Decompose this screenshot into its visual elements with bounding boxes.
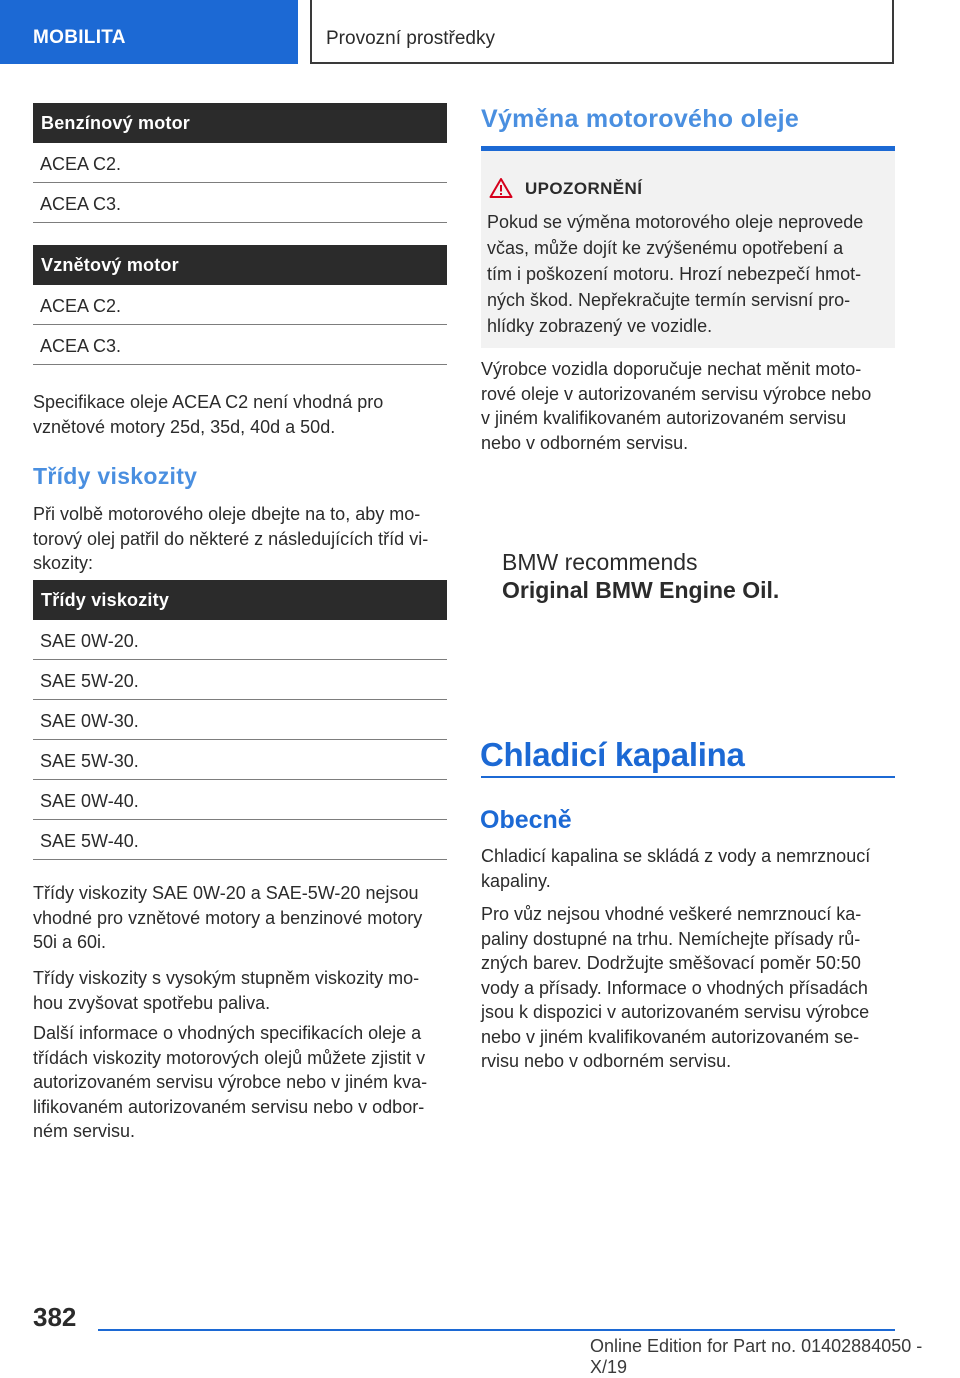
text-line: jsou k dispozici v autorizovaném servisu výrobce bbox=[481, 1002, 870, 1022]
bmw-recommends-text: BMW recommends bbox=[502, 549, 698, 575]
table-row: SAE 0W-40. bbox=[33, 780, 447, 820]
oil-change-heading: Výměna motorového oleje bbox=[481, 105, 800, 133]
bmw-engine-oil-text: Original BMW Engine Oil. bbox=[502, 577, 780, 603]
text-line: autorizovaném servisu výrobce nebo v jiném kva- bbox=[33, 1072, 428, 1092]
text-line: skozity: bbox=[33, 553, 94, 573]
chapter-title: Provozní prostředky bbox=[326, 28, 495, 49]
section-tab bbox=[0, 0, 298, 64]
text-line: ných škod. Nepřekračujte termín servisní pro- bbox=[487, 290, 851, 310]
heading-rule bbox=[481, 776, 895, 778]
table-row: ACEA C3. bbox=[33, 183, 447, 223]
table-header: Třídy viskozity bbox=[33, 580, 447, 620]
text-line: lifikovaném autorizovaném servisu nebo v odbor- bbox=[33, 1096, 425, 1117]
table-row: ACEA C3. bbox=[33, 325, 447, 365]
table-row: SAE 0W-30. bbox=[33, 700, 447, 740]
text-line: nebo v odborném servisu. bbox=[481, 432, 689, 453]
text-line: torový olej patřil do některé z následujících tříd vi- bbox=[33, 528, 429, 549]
text-line: Pro vůz nejsou vhodné veškeré nemrznoucí ka- bbox=[481, 904, 862, 924]
text-line: Při volbě motorového oleje dbejte na to, aby mo- bbox=[33, 504, 421, 524]
edition-footer: Online Edition for Part no. 01402884050 - X/19 bbox=[590, 1336, 923, 1377]
general-paragraph-2 bbox=[481, 902, 895, 1074]
text-line: Další informace o vhodných specifikacích oleje a bbox=[33, 1023, 422, 1043]
table-row: SAE 5W-20. bbox=[33, 660, 447, 700]
general-heading: Obecně bbox=[480, 806, 572, 834]
table-row: ACEA C2. bbox=[33, 143, 447, 183]
text-line: hou zvyšovat spotřebu paliva. bbox=[33, 992, 271, 1013]
viscosity-heading: Třídy viskozity bbox=[33, 463, 198, 489]
petrol-engine-table bbox=[33, 103, 447, 223]
text-line: 50i a 60i. bbox=[33, 932, 107, 952]
text-line: Třídy viskozity s vysokým stupněm viskozity mo- bbox=[33, 968, 420, 988]
text-line: Pokud se výměna motorového oleje neprovede bbox=[487, 212, 864, 232]
text-line: vody a přísady. Informace o vhodných přísadách bbox=[481, 977, 868, 998]
table-row: SAE 5W-40. bbox=[33, 820, 447, 860]
chapter-tab bbox=[310, 0, 894, 64]
table-row: ACEA C2. bbox=[33, 285, 447, 325]
viscosity-note-paragraph bbox=[33, 881, 451, 955]
text-line: vhodné pro vznětové motory a benzinové motory bbox=[33, 907, 423, 928]
consumption-paragraph bbox=[33, 966, 451, 1015]
viscosity-table bbox=[33, 580, 447, 860]
text-line: Výrobce vozidla doporučuje nechat měnit moto- bbox=[481, 359, 862, 379]
section-title: MOBILITA bbox=[33, 27, 126, 48]
table-header: Benzínový motor bbox=[33, 103, 447, 143]
text-line: rvisu nebo v odborném servisu. bbox=[481, 1051, 732, 1071]
text-line: Specifikace oleje ACEA C2 není vhodná pro bbox=[33, 392, 384, 412]
text-line: ném servisu. bbox=[33, 1121, 136, 1141]
oil-change-paragraph bbox=[481, 357, 895, 455]
text-line: v jiném kvalifikovaném autorizovaném servisu bbox=[481, 408, 847, 428]
text-line: rové oleje v autorizovaném servisu výrobce nebo bbox=[481, 383, 872, 404]
text-line: Chladicí kapalina se skládá z vody a nemrznoucí bbox=[481, 846, 871, 866]
viscosity-intro bbox=[33, 502, 447, 576]
table-row: SAE 5W-30. bbox=[33, 740, 447, 780]
table-header: Vznětový motor bbox=[33, 245, 447, 285]
text-line: třídách viskozity motorových olejů můžete zjistit v bbox=[33, 1047, 426, 1068]
text-line: nebo v jiném kvalifikovaném autorizovaném se- bbox=[481, 1026, 860, 1047]
warning-title: UPOZORNĚNÍ bbox=[525, 179, 643, 198]
text-line: včas, může dojít ke zvýšenému opotřebení a bbox=[487, 238, 844, 258]
text-line: kapaliny. bbox=[481, 870, 551, 891]
text-line: hlídky zobrazený ve vozidle. bbox=[487, 316, 713, 336]
text-line: Třídy viskozity SAE 0W-20 a SAE-5W-20 nejsou bbox=[33, 883, 419, 903]
warning-triangle-icon bbox=[489, 177, 513, 199]
warning-box bbox=[481, 146, 895, 348]
text-line: tím i poškození motoru. Hrozí nebezpečí hmot- bbox=[487, 264, 862, 284]
spec-note bbox=[33, 390, 447, 439]
diesel-engine-table bbox=[33, 245, 447, 365]
warning-text bbox=[487, 209, 889, 339]
text-line: paliny dostupné na trhu. Nemíchejte přísady rů- bbox=[481, 928, 861, 949]
more-info-paragraph bbox=[33, 1021, 451, 1144]
text-line: vznětové motory 25d, 35d, 40d a 50d. bbox=[33, 416, 336, 437]
general-paragraph-1 bbox=[481, 844, 895, 893]
coolant-heading: Chladicí kapalina bbox=[480, 736, 745, 773]
text-line: zných barev. Dodržujte směšovací poměr 50:50 bbox=[481, 953, 861, 973]
page-number: 382 bbox=[33, 1302, 77, 1332]
footer-rule bbox=[98, 1329, 895, 1331]
table-row: SAE 0W-20. bbox=[33, 620, 447, 660]
